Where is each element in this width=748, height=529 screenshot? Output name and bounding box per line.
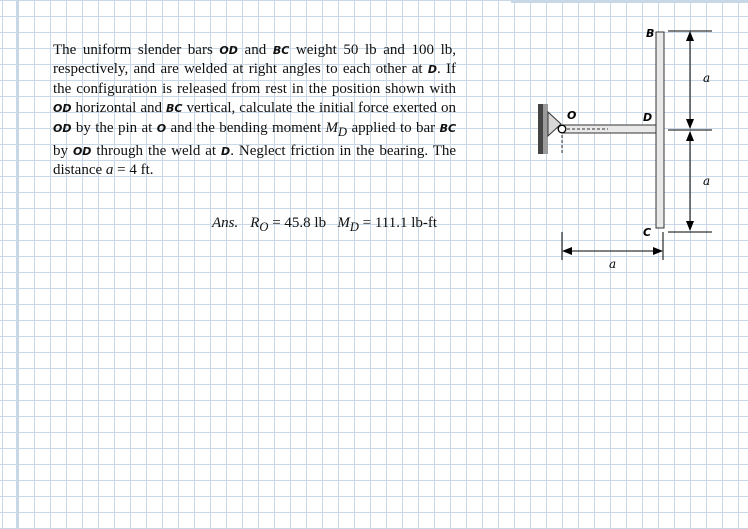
reaction-value: = 45.8 lb [272,215,327,231]
moment-answer-symbol: $M_D$ [337,215,359,234]
point-d-label: D [427,63,437,77]
dim-label-horizontal: a [609,257,617,271]
answer-label: Ans. [212,215,239,231]
answer-line [212,215,437,235]
problem-text-5: horizontal and [75,100,163,117]
vertical-dimensions [668,31,712,232]
problem-text-12: . Neglect friction in the bearing. The distance [53,143,457,179]
problem-text-10: by [53,143,68,160]
problem-text-3: weight 50 lb and 100 lb, respectively, and are welded at right angles to each other at [53,42,457,78]
problem-text-1: The uniform slender bars [53,42,213,58]
moment-value: = 111.1 lb-ft [362,215,438,231]
reaction-symbol: $R_O$ [250,215,269,234]
bar-od-label: OD [53,102,72,116]
problem-text-4: . If the configuration is released from rest in the position shown with [53,61,457,97]
page-left-border [16,0,18,529]
label-b: B [646,27,655,40]
bar-od-label: OD [72,145,92,159]
pin-o [558,125,566,133]
problem-text-7: by the pin at [75,119,153,136]
bar-od-label: OD [53,121,72,135]
problem-text-8: and the bending moment [170,119,322,136]
point-o-label: O [156,121,167,135]
bar-bc [656,32,664,228]
point-d-label: D [221,145,231,159]
bar-od-label: OD [219,44,238,57]
moment-symbol: $M_D$ [325,119,348,139]
label-c: C [643,226,652,239]
wall-support [538,104,561,154]
distance-variable: a [105,162,114,179]
problem-text-11: through the weld at [96,143,217,160]
bar-bc-label: BC [272,44,290,57]
label-o: O [567,109,577,122]
problem-statement [53,41,456,181]
bar-bc-label: BC [166,102,183,116]
bar-od [563,125,656,133]
problem-text-2: and [244,42,267,58]
label-d: D [643,111,653,124]
bar-bc-label: BC [439,121,457,135]
problem-text-6: vertical, calculate the initial force exerted on [186,100,456,117]
bar-diagram [530,20,730,280]
problem-text-9: applied to bar [351,119,436,136]
page-top-border [511,0,748,3]
dim-label-upper: a [703,71,711,85]
dim-label-lower: a [703,174,711,188]
problem-text-13: = 4 ft. [117,162,154,179]
